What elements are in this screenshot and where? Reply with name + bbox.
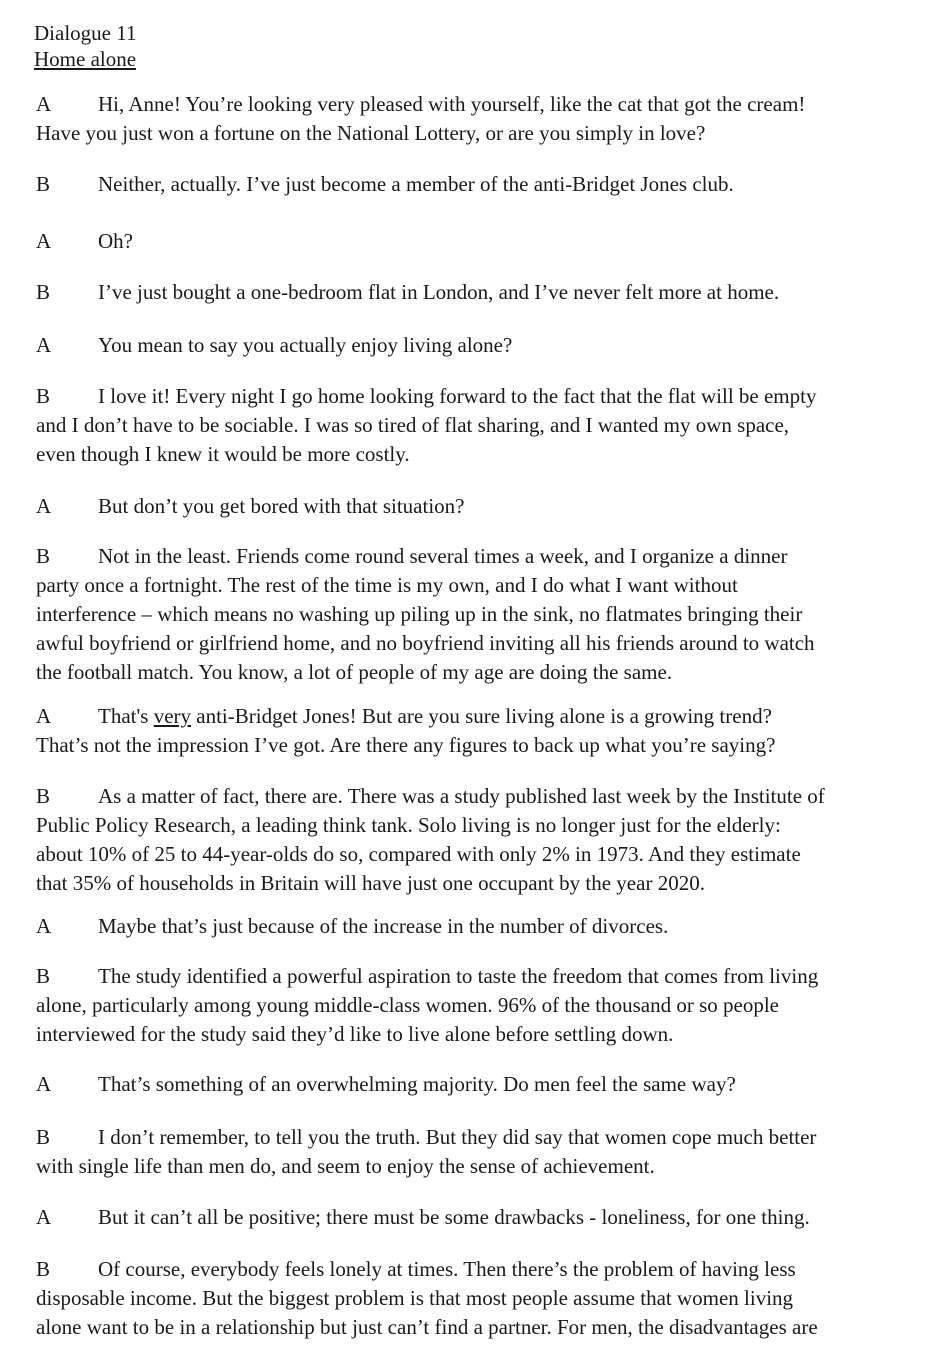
dialogue-turn-6 [36,382,916,469]
turn-line: Not in the least. Friends come round several times a week, and I organize a dinner [98,544,788,568]
dialogue-turn-5 [36,331,916,360]
turn-line-part: anti-Bridget Jones! But are you sure living alone is a growing trend? [191,704,772,728]
emphasis-word: very [153,704,192,728]
turn-line: with single life than men do, and seem to enjoy the sense of achievement. [36,1154,655,1178]
speaker-label: B [36,384,51,408]
turn-line: interviewed for the study said they’d like to live alone before settling down. [36,1022,674,1046]
dialogue-turn-7 [36,492,916,521]
dialogue-turn-3 [36,227,916,256]
dialogue-turn-15 [36,1203,916,1232]
dialogue-turn-4 [36,278,916,307]
speaker-label: A [36,333,52,357]
turn-line: I don’t remember, to tell you the truth. But they did say that women cope much better [98,1125,817,1149]
turn-line: But don’t you get bored with that situation? [98,494,465,518]
turn-line: alone, particularly among young middle-class women. 96% of the thousand or so people [36,993,779,1017]
dialogue-turn-8 [36,542,916,687]
turn-line: even though I knew it would be more costly. [36,442,410,466]
turn-line: alone want to be in a relationship but just can’t find a partner. For men, the disadvantages are [36,1315,818,1339]
turn-line: Neither, actually. I’ve just become a member of the anti-Bridget Jones club. [98,172,734,196]
turn-line: As a matter of fact, there are. There was a study published last week by the Institute of [98,784,825,808]
speaker-label: A [36,914,52,938]
turn-line: interference – which means no washing up piling up in the sink, no flatmates bringing their [36,602,803,626]
speaker-label: B [36,1125,51,1149]
speaker-label: A [36,92,52,116]
speaker-label: A [36,704,52,728]
turn-line: the football match. You know, a lot of people of my age are doing the same. [36,660,673,684]
speaker-label: A [36,229,52,253]
turn-line: But it can’t all be positive; there must be some drawbacks - loneliness, for one thing. [98,1205,810,1229]
turn-line: Maybe that’s just because of the increase in the number of divorces. [98,914,669,938]
turn-line: You mean to say you actually enjoy living alone? [98,333,513,357]
dialogue-turn-13 [36,1070,916,1099]
speaker-label: B [36,172,51,196]
dialogue-turn-16 [36,1255,916,1342]
speaker-label: A [36,1205,52,1229]
turn-line: party once a fortnight. The rest of the time is my own, and I do what I want without [36,573,738,597]
turn-line: That’s not the impression I’ve got. Are there any figures to back up what you’re saying? [36,733,776,757]
speaker-label: A [36,494,52,518]
turn-line: The study identified a powerful aspiration to taste the freedom that comes from living [98,964,819,988]
speaker-label: B [36,964,51,988]
speaker-label: B [36,544,51,568]
turn-line: disposable income. But the biggest problem is that most people assume that women living [36,1286,794,1310]
dialogue-turn-9 [36,702,916,760]
turn-line: I love it! Every night I go home looking forward to the fact that the flat will be empty [98,384,817,408]
turn-line: Public Policy Research, a leading think tank. Solo living is no longer just for the elderly: [36,813,781,837]
turn-line: Hi, Anne! You’re looking very pleased with yourself, like the cat that got the cream! [98,92,806,116]
dialogue-turn-10 [36,782,916,898]
speaker-label: A [36,1072,52,1096]
turn-line: Of course, everybody feels lonely at times. Then there’s the problem of having less [98,1257,796,1281]
speaker-label: B [36,280,51,304]
speaker-label: B [36,784,51,808]
dialogue-turn-2 [36,170,916,199]
turn-line: that 35% of households in Britain will have just one occupant by the year 2020. [36,871,705,895]
dialogue-turn-14 [36,1123,916,1181]
speaker-label: B [36,1257,51,1281]
dialogue-title: Home alone [34,47,137,71]
turn-line: I’ve just bought a one-bedroom flat in London, and I’ve never felt more at home. [98,280,780,304]
dialogue-number: Dialogue 11 [34,21,137,45]
turn-line: about 10% of 25 to 44-year-olds do so, compared with only 2% in 1973. And they estimate [36,842,801,866]
turn-line: Have you just won a fortune on the National Lottery, or are you simply in love? [36,121,706,145]
turn-line: That’s something of an overwhelming majority. Do men feel the same way? [98,1072,736,1096]
turn-line: and I don’t have to be sociable. I was so tired of flat sharing, and I wanted my own space, [36,413,790,437]
turn-line: Oh? [98,229,133,253]
dialogue-turn-12 [36,962,916,1049]
turn-line: awful boyfriend or girlfriend home, and no boyfriend inviting all his friends around to watch [36,631,815,655]
turn-line-part: That's [98,704,154,728]
dialogue-turn-11 [36,912,916,941]
dialogue-turn-1 [36,90,916,148]
